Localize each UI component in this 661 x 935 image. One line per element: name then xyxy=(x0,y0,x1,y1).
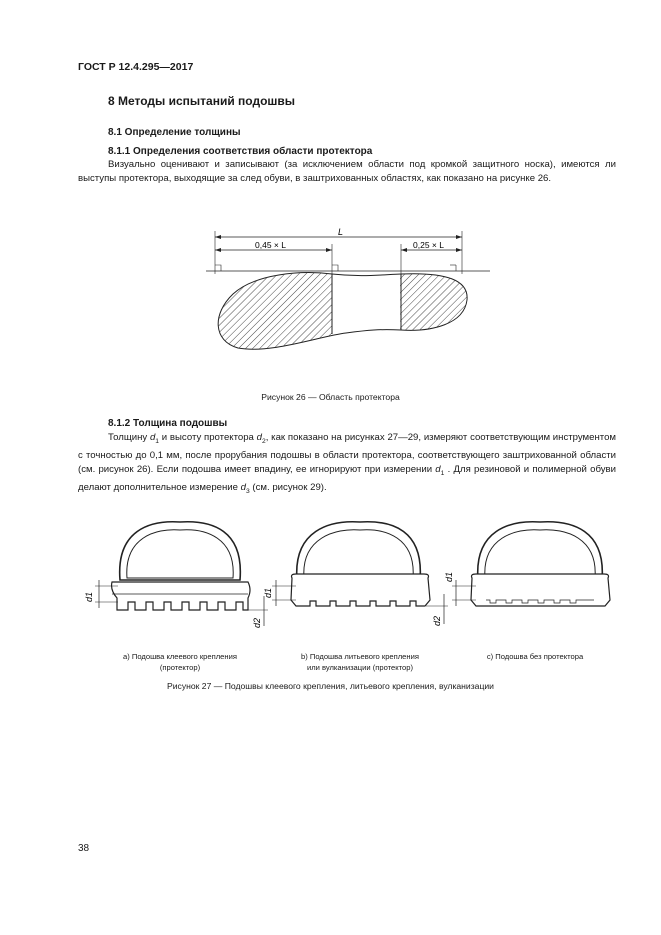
label-d1-b: d1 xyxy=(263,587,273,598)
label-d1-a: d1 xyxy=(84,591,94,602)
paragraph-8-1-1: Визуально оценивают и записывают (за исключением области под кромкой защитного носка), имеются ли выступы протектора, выходящие за след обуви, в заштрихованных областях, как показано на рисунке 26. xyxy=(78,159,616,184)
label-d2-b: d2 xyxy=(432,615,442,626)
paragraph-8-1-2: Толщину $d_1$ и высоту протектора $d_2$, как показано на рисунках 27—29, измеряют соответствующим инструментом с точностью до 0,1 мм, после прорубания подошвы в области протектора, соответствующего заштрихованной области (см. рисунок 26). Если подошва имеет впадину, ее игнорируют при измерении $d_1$ . Для резиновой и полимерной обуви делают дополнительное измерение $d_3$ (см. рисунок 29). xyxy=(78,432,617,495)
label-L: L xyxy=(338,227,344,237)
document-header: ГОСТ Р 12.4.295—2017 xyxy=(78,61,194,73)
label-d1-c: d1 xyxy=(444,571,454,582)
figure-27-caption: Рисунок 27 — Подошвы клеевого крепления, литьевого крепления, вулканизации xyxy=(167,681,494,691)
figure-27-subcaption-b: b) Подошва литьевого крепления или вулканизации (протектор) xyxy=(301,652,419,672)
section-b-molded-sole xyxy=(263,522,448,626)
label-d2-a: d2 xyxy=(252,617,262,628)
figure-27-subcaption-c: c) Подошва без протектора xyxy=(486,652,584,661)
subsection-8-1-2-title: 8.1.2 Толщина подошвы xyxy=(108,418,228,429)
subsection-8-1-1-title: 8.1.1 Определения соответствия области протектора xyxy=(108,146,373,157)
figure-26-sole-diagram xyxy=(0,226,661,356)
section-a-glued-sole xyxy=(84,522,268,628)
figure-27-sole-sections xyxy=(0,510,661,640)
page-number: 38 xyxy=(78,843,90,854)
section-c-no-tread-sole xyxy=(444,522,610,606)
figure-27-subcaption-a: а) Подошва клеевого крепления (протектор) xyxy=(123,652,237,672)
label-right-dimension: 0,25 × L xyxy=(413,240,444,250)
section-title: 8 Методы испытаний подошвы xyxy=(108,94,296,108)
figure-26-caption: Рисунок 26 — Область протектора xyxy=(261,392,400,402)
label-left-dimension: 0,45 × L xyxy=(255,240,286,250)
subsection-8-1-title: 8.1 Определение толщины xyxy=(108,127,241,138)
